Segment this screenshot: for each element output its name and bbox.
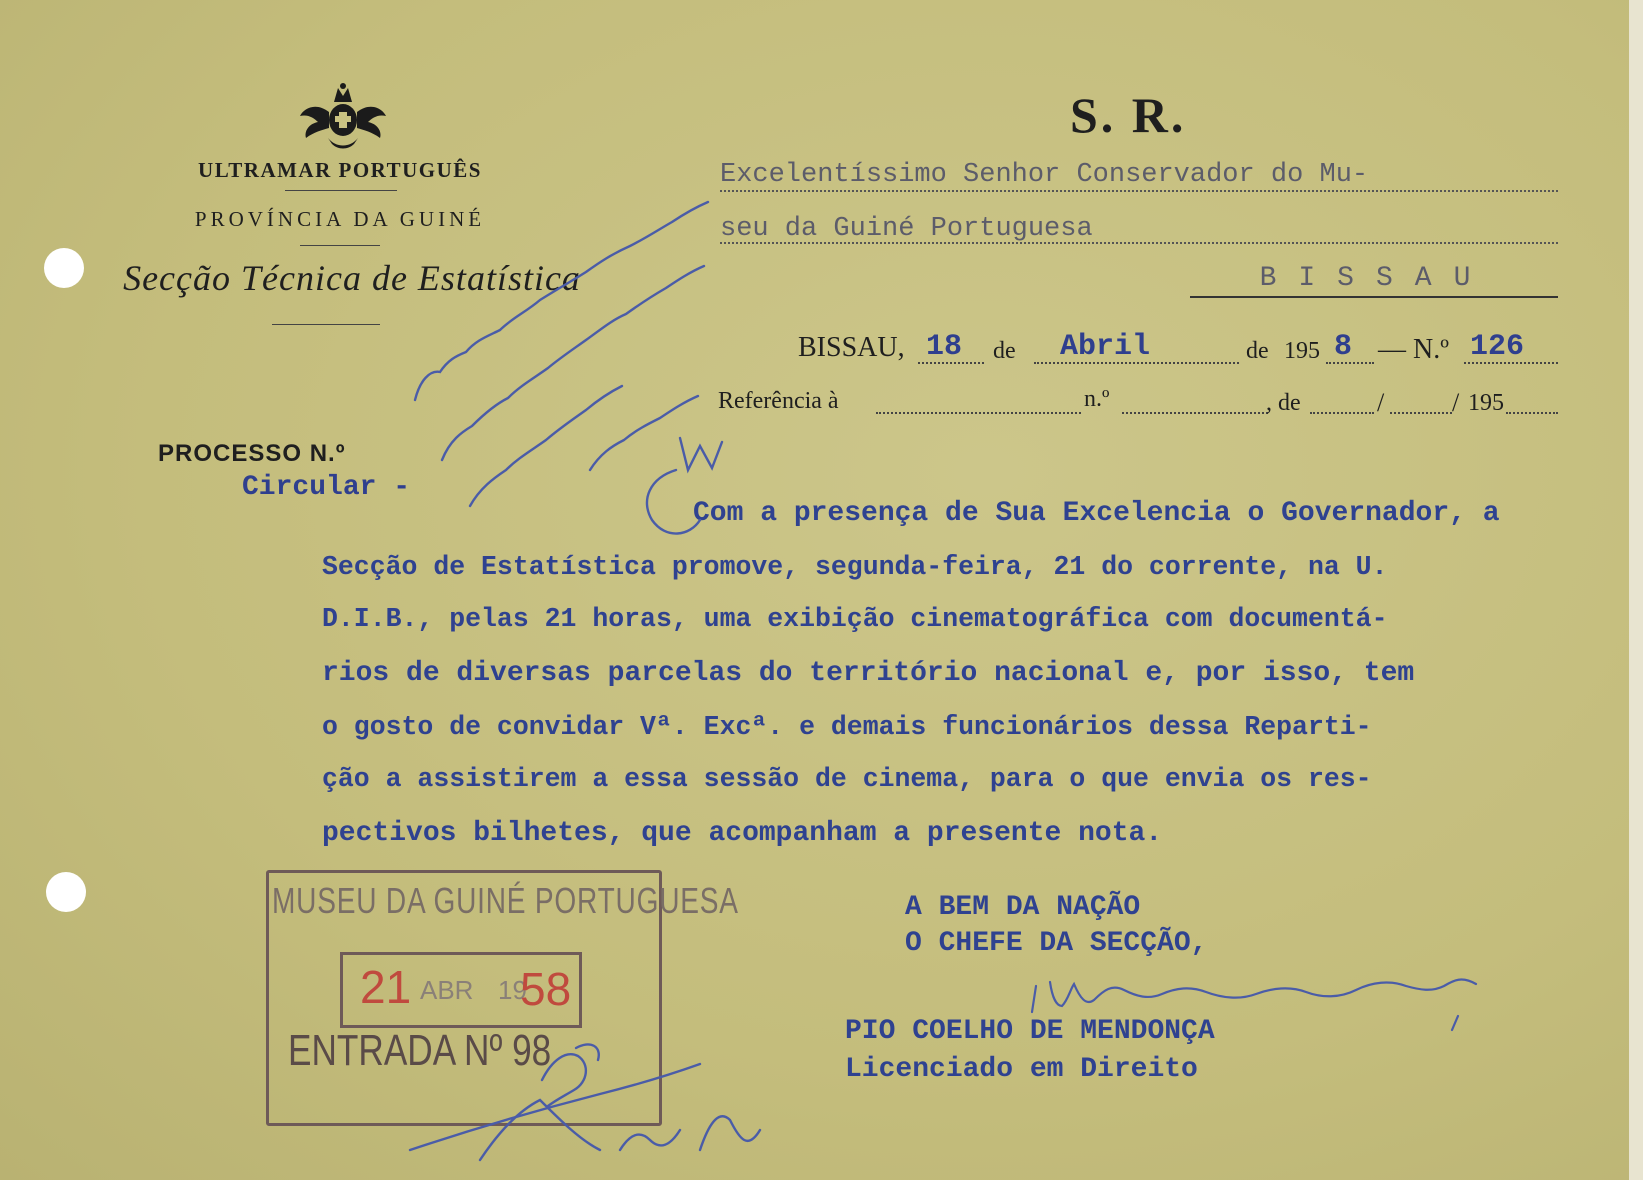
addressee-city: BISSAU: [1259, 263, 1493, 294]
reference-label: Referência à: [718, 388, 839, 414]
stamp-date-year: 58: [520, 963, 572, 1015]
body-line-3: D.I.B., pelas 21 horas, uma exibição cinematográfica com documentá-: [322, 604, 1388, 634]
addressee-line-2: seu da Guiné Portuguesa: [720, 214, 1093, 244]
org-line-provincia: PROVÍNCIA DA GUINÉ: [194, 207, 486, 231]
stamp-museum-name: MUSEU DA GUINÉ PORTUGUESA: [272, 880, 739, 921]
dateline-year-prefix: 195: [1284, 338, 1320, 364]
dateline-month: Abril: [1060, 330, 1151, 364]
dateline-city: BISSAU,: [798, 332, 905, 363]
processo-type: Circular -: [242, 472, 411, 503]
closing-motto: A BEM DA NAÇÃO: [905, 892, 1141, 923]
reference-no-label: n.º: [1084, 386, 1110, 412]
dateline-day: 18: [926, 330, 963, 364]
stamp-date-month: ABR: [420, 975, 474, 1005]
body-line-5: o gosto de convidar Vª. Excª. e demais funcionários dessa Reparti-: [322, 712, 1372, 742]
body-line-2: Secção de Estatística promove, segunda-feira, 21 do corrente, na U.: [322, 552, 1388, 582]
body-line-6: ção a assistirem a essa sessão de cinema, para o que envia os res-: [322, 764, 1372, 794]
signature-strokes: [1032, 980, 1476, 1030]
dateline-number: 126: [1470, 330, 1525, 364]
org-line-seccao: Secção Técnica de Estatística: [123, 258, 581, 298]
marginal-note-strokes: [415, 202, 722, 534]
org-line-ultramar: ULTRAMAR PORTUGUÊS: [198, 158, 482, 182]
processo-label: PROCESSO N.º: [158, 440, 346, 467]
dateline-number-label: — N.º: [1378, 334, 1449, 365]
reference-year-prefix: 195: [1468, 390, 1504, 416]
signatory-title: Licenciado em Direito: [845, 1054, 1198, 1085]
signatory-name: PIO COELHO DE MENDONÇA: [845, 1016, 1215, 1047]
stamp-date-day: 21: [360, 961, 412, 1013]
body-line-7: pectivos bilhetes, que acompanham a presente nota.: [322, 818, 1163, 849]
dateline-de-1: de: [993, 338, 1016, 364]
stamp-annotation-strokes: [410, 1044, 760, 1160]
stamp-date-year-prefix: 19: [498, 975, 527, 1005]
sr-heading: S. R.: [1070, 87, 1187, 143]
closing-chief: O CHEFE DA SECÇÃO,: [905, 928, 1208, 959]
body-line-1: Com a presença de Sua Excelencia o Governador, a: [693, 498, 1500, 529]
reference-slash-2: /: [1452, 388, 1460, 417]
dateline-de-2: de: [1246, 338, 1269, 364]
reference-slash-1: /: [1377, 388, 1385, 417]
body-line-4: rios de diversas parcelas do território nacional e, por isso, tem: [322, 658, 1415, 689]
reference-de-label: , de: [1266, 390, 1301, 416]
stamp-entry-number: ENTRADA Nº 98: [288, 1026, 552, 1075]
addressee-line-1: Excelentíssimo Senhor Conservador do Mu-: [720, 160, 1369, 190]
dateline-year-suffix: 8: [1334, 330, 1353, 364]
